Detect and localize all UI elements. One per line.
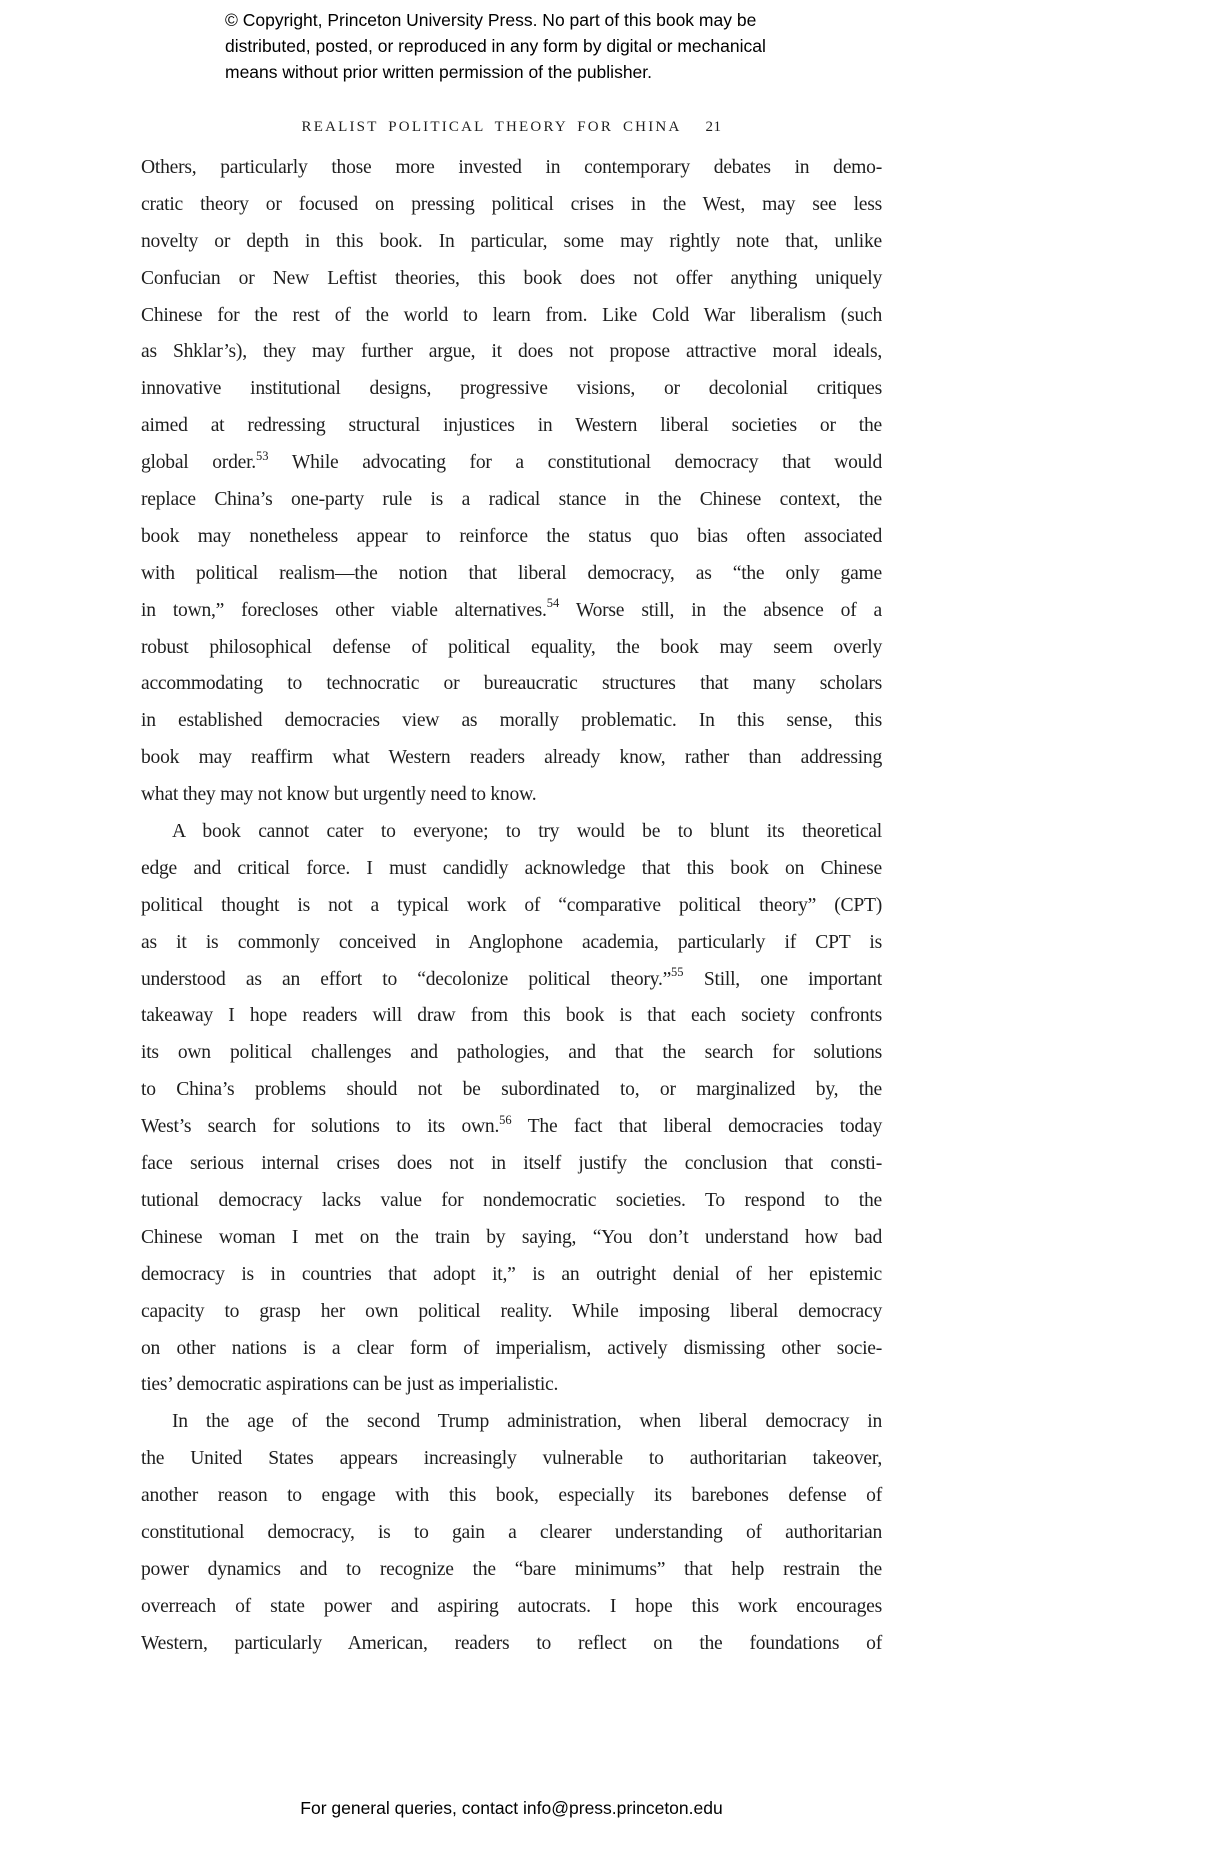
text-line: understood as an effort to “decolonize political theory.”$^{55}$ Still, one important xyxy=(141,965,882,990)
text-line: cratic theory or focused on pressing political crises in the West, may see less xyxy=(141,193,882,215)
text-line: as Shklar’s), they may further argue, it does not propose attractive moral ideals, xyxy=(141,341,882,363)
paragraph xyxy=(141,814,882,1404)
copyright-line: means without prior written permission of the publisher. xyxy=(225,61,653,82)
footnote-marker: 56 xyxy=(499,1112,512,1127)
text-line: West’s search for solutions to its own.$^{56}$ The fact that liberal democracies today xyxy=(141,1112,882,1138)
text-line: its own political challenges and pathologies, and that the search for solutions xyxy=(141,1042,882,1064)
footer-contact-text: For general queries, contact info@press.princeton.edu xyxy=(300,1798,723,1818)
text-line: Confucian or New Leftist theories, this book does not offer anything uniquely xyxy=(141,267,882,289)
text-line: global order.$^{53}$ While advocating for a constitutional democracy that would xyxy=(141,448,883,474)
text-line: democracy is in countries that adopt it,” is an outright denial of her epistemic xyxy=(141,1263,882,1285)
text-line: overreach of state power and aspiring autocrats. I hope this work encourages xyxy=(141,1595,882,1617)
footnote-marker: 54 xyxy=(546,596,560,611)
text-line: takeaway I hope readers will draw from this book is that each society confronts xyxy=(141,1005,882,1027)
text-line: the United States appears increasingly vulnerable to authoritarian takeover, xyxy=(141,1448,882,1470)
running-header xyxy=(141,119,882,136)
copyright-line: distributed, posted, or reproduced in any form by digital or mechanical xyxy=(225,35,766,56)
text-line: novelty or depth in this book. In particular, some may rightly note that, unlike xyxy=(141,230,882,252)
text-line: Western, particularly American, readers to reflect on the foundations of xyxy=(141,1632,882,1654)
text-line: In the age of the second Trump administration, when liberal democracy in xyxy=(172,1411,882,1433)
text-line: Chinese for the rest of the world to learn from. Like Cold War liberalism (such xyxy=(141,304,882,326)
text-line: book may nonetheless appear to reinforce the status quo bias often associated xyxy=(141,525,882,547)
text-line: innovative institutional designs, progressive visions, or decolonial critiques xyxy=(141,378,882,400)
footnote-marker: 53 xyxy=(255,448,269,463)
text-line: ties’ democratic aspirations can be just as imperialistic. xyxy=(141,1374,559,1396)
text-line: with political realism—the notion that liberal democracy, as “the only game xyxy=(141,562,882,584)
text-line: on other nations is a clear form of imperialism, actively dismissing other socie- xyxy=(141,1337,882,1359)
page-footer xyxy=(141,1798,882,1819)
running-header-title: REALIST POLITICAL THEORY FOR CHINA xyxy=(301,119,682,135)
text-line: to China’s problems should not be subordinated to, or marginalized by, the xyxy=(141,1079,882,1101)
text-line: Others, particularly those more invested in contemporary debates in demo- xyxy=(141,157,882,178)
text-line: political thought is not a typical work of “comparative political theory” (CPT) xyxy=(141,894,882,916)
page-number: 21 xyxy=(705,119,722,135)
text-line: aimed at redressing structural injustices in Western liberal societies or the xyxy=(141,415,882,437)
text-line: what they may not know but urgently need to know. xyxy=(141,784,537,806)
text-line: another reason to engage with this book, especially its barebones defense of xyxy=(141,1485,882,1507)
text-line: in town,” forecloses other viable alternatives.$^{54}$ Worse still, in the absence of a xyxy=(141,596,882,621)
copyright-line: © Copyright, Princeton University Press. No part of this book may be xyxy=(225,10,757,30)
paragraph xyxy=(141,150,882,814)
text-line: capacity to grasp her own political reality. While imposing liberal democracy xyxy=(141,1300,882,1322)
body-text xyxy=(141,150,882,1663)
text-line: in established democracies view as morally problematic. In this sense, this xyxy=(141,710,882,732)
text-line: edge and critical force. I must candidly acknowledge that this book on Chinese xyxy=(141,857,882,879)
text-line: as it is commonly conceived in Anglophone academia, particularly if CPT is xyxy=(141,931,882,953)
text-line: book may reaffirm what Western readers already know, rather than addressing xyxy=(141,747,882,769)
text-line: Chinese woman I met on the train by saying, “You don’t understand how bad xyxy=(141,1226,882,1248)
text-line: constitutional democracy, is to gain a clearer understanding of authoritarian xyxy=(141,1521,882,1543)
text-line: face serious internal crises does not in itself justify the conclusion that consti- xyxy=(141,1153,882,1175)
text-line: robust philosophical defense of political equality, the book may seem overly xyxy=(141,636,882,658)
text-line: tutional democracy lacks value for nondemocratic societies. To respond to the xyxy=(141,1189,882,1211)
text-line: A book cannot cater to everyone; to try would be to blunt its theoretical xyxy=(172,821,882,843)
text-line: replace China’s one-party rule is a radical stance in the Chinese context, the xyxy=(141,489,882,511)
text-line: power dynamics and to recognize the “bare minimums” that help restrain the xyxy=(141,1558,882,1580)
paragraph xyxy=(141,1404,882,1662)
text-line: accommodating to technocratic or bureaucratic structures that many scholars xyxy=(141,673,882,695)
footnote-marker: 55 xyxy=(671,965,684,980)
copyright-notice xyxy=(225,8,865,85)
